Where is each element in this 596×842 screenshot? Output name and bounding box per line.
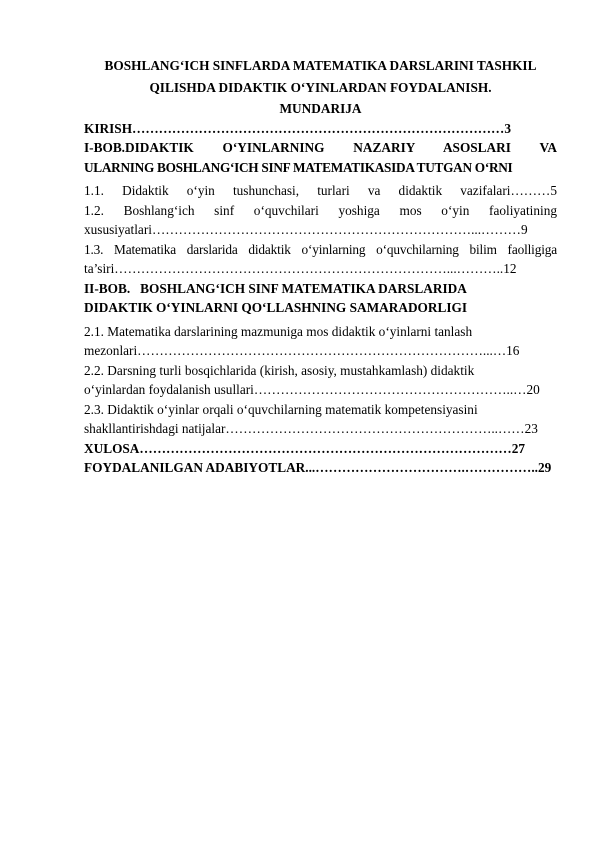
toc-entry-1-2-line-2: xususiyatlari………………………………………………………………...………9 bbox=[84, 222, 528, 237]
toc-entry-1-3-line-2: ta’siri…………………………………………………………………...………..12 bbox=[84, 261, 517, 276]
toc-entry-2-2-line-2: o‘yinlardan foydalanish usullari…………………………………………………..…20 bbox=[84, 382, 540, 397]
toc-entry-1-2-line-1: 1.2. Boshlang‘ich sinf o‘quvchilari yoshiga mos o‘yin faoliyatining bbox=[84, 202, 557, 218]
toc-entry-2-2-line-1: 2.2. Darsning turli bosqichlarida (kirish, asosiy, mustahkamlash) didaktik bbox=[84, 362, 475, 378]
title-line-2: QILISHDA DIDAKTIK O‘YINLARDAN FOYDALANISH. bbox=[149, 79, 492, 95]
title-line-1: BOSHLANG‘ICH SINFLARDA MATEMATIKA DARSLARINI TASHKIL bbox=[104, 58, 537, 73]
toc-entry-1-1: 1.1. Didaktik o‘yin tushunchasi, turlari va didaktik vazifalari………5 bbox=[84, 183, 557, 198]
toc-entry-kirish: KIRISH…………………………………………………………………………3 bbox=[84, 120, 511, 136]
document-title bbox=[84, 56, 557, 97]
toc-entry-1-3-line-1: 1.3. Matematika darslarida didaktik o‘yinlarning o‘quvchilarning bilim faolligiga bbox=[84, 241, 557, 257]
toc-entry-chapter-1-line-1: I-BOB.DIDAKTIK O‘YINLARNING NAZARIY ASOSLARI VA bbox=[84, 140, 557, 155]
document-page bbox=[84, 56, 557, 478]
table-of-contents bbox=[84, 119, 557, 478]
contents-heading: MUNDARIJA bbox=[279, 101, 362, 116]
toc-entry-2-3-line-1: 2.3. Didaktik o‘yinlar orqali o‘quvchilarning matematik kompetensiyasini bbox=[84, 401, 478, 417]
toc-entry-chapter-2-line-1: II-BOB. BOSHLANG‘ICH SINF MATEMATIKA DARSLARIDA bbox=[84, 280, 467, 296]
toc-entry-xulosa: XULOSA…………………………………………………………………………27 bbox=[84, 440, 526, 456]
toc-entry-chapter-1-line-2: ULARNING BOSHLANG‘ICH SINF MATEMATIKASIDA TUTGAN O‘RNI bbox=[84, 159, 513, 175]
toc-entry-2-1-line-2: mezonlari……………………………………………………………………...…16 bbox=[84, 343, 520, 358]
toc-entry-2-1-line-1: 2.1. Matematika darslarining mazmuniga mos didaktik o‘yinlarni tanlash bbox=[84, 323, 473, 339]
toc-entry-2-3-line-2: shakllantirishdagi natijalar……………………………………………………..……23 bbox=[84, 421, 538, 436]
toc-entry-chapter-2-line-2: DIDAKTIK O‘YINLARNI QO‘LLASHNING SAMARADORLIGI bbox=[84, 300, 468, 315]
toc-entry-adabiyotlar: FOYDALANILGAN ADABIYOTLAR...…………………………….……………..29 bbox=[84, 460, 552, 475]
